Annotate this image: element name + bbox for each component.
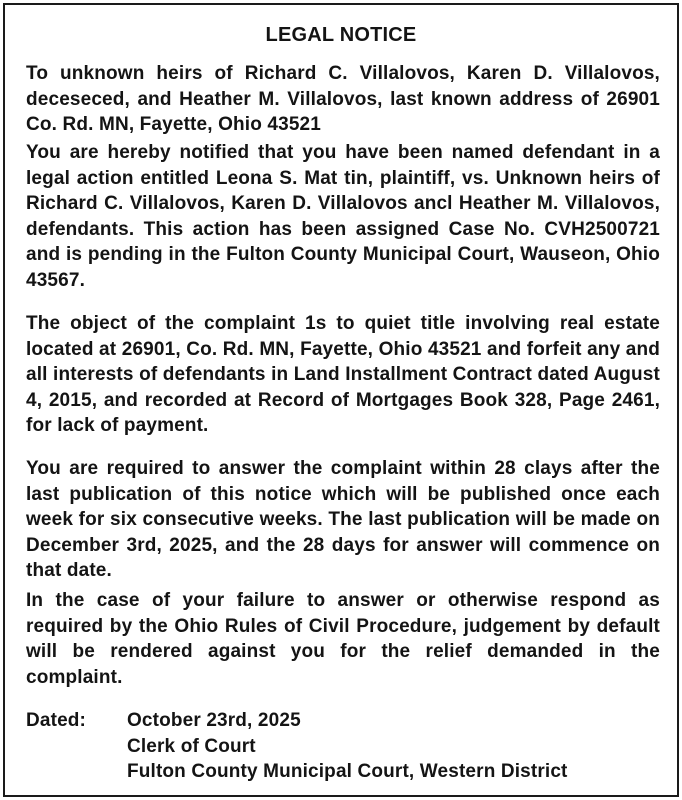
legal-notice — [3, 3, 679, 797]
signer-title: Clerk of Court — [127, 735, 256, 757]
dated-date: October 23rd, 2025 — [127, 710, 301, 731]
court-name: Fulton County Municipal Court, Western District — [127, 761, 568, 783]
notice-title: LEGAL NOTICE — [265, 24, 417, 46]
dated-details — [127, 708, 568, 785]
default-judgement-paragraph: In the case of your failure to answer or otherwise respond as required by the Ohio Rules of Civil Procedure, judgement by default will be rendered against you for the relief demanded in the complaint. — [26, 590, 660, 688]
notification-paragraph: You are hereby notified that you have been named defendant in a legal action entitled Leona S. Mat tin, plaintiff, vs. Unknown heirs of Richard C. Villalovos, Karen D. Villalovos ancl Heather M. Villalovos, defendants. This action has been assigned Case No. CVH2500721 and is pending in the Fulton County Municipal Court, Wauseon, Ohio 43567. — [26, 142, 660, 291]
dated-label: Dated: — [26, 710, 87, 731]
addressee-paragraph: To unknown heirs of Richard C. Villalovos, Karen D. Villalovos, deceseced, and Heather M. Villalovos, last known address of 26901 Co. Rd. MN, Fayette, Ohio 43521 — [26, 63, 660, 136]
complaint-object-paragraph: The object of the complaint 1s to quiet title involving real estate located at 26901, Co. Rd. MN, Fayette, Ohio 43521 and forfeit any and all interests of defendants in Land Installment Contract dated August 4, 2015, and recorded at Record of Mortgages Book 328, Page 2461, for lack of payment. — [26, 313, 660, 437]
answer-requirement-paragraph: You are required to answer the complaint within 28 clays after the last publication of this notice which will be published once each week for six consecutive weeks. The last publication will be made on December 3rd, 2025, and the 28 days for answer will commence on that date. — [26, 458, 660, 582]
